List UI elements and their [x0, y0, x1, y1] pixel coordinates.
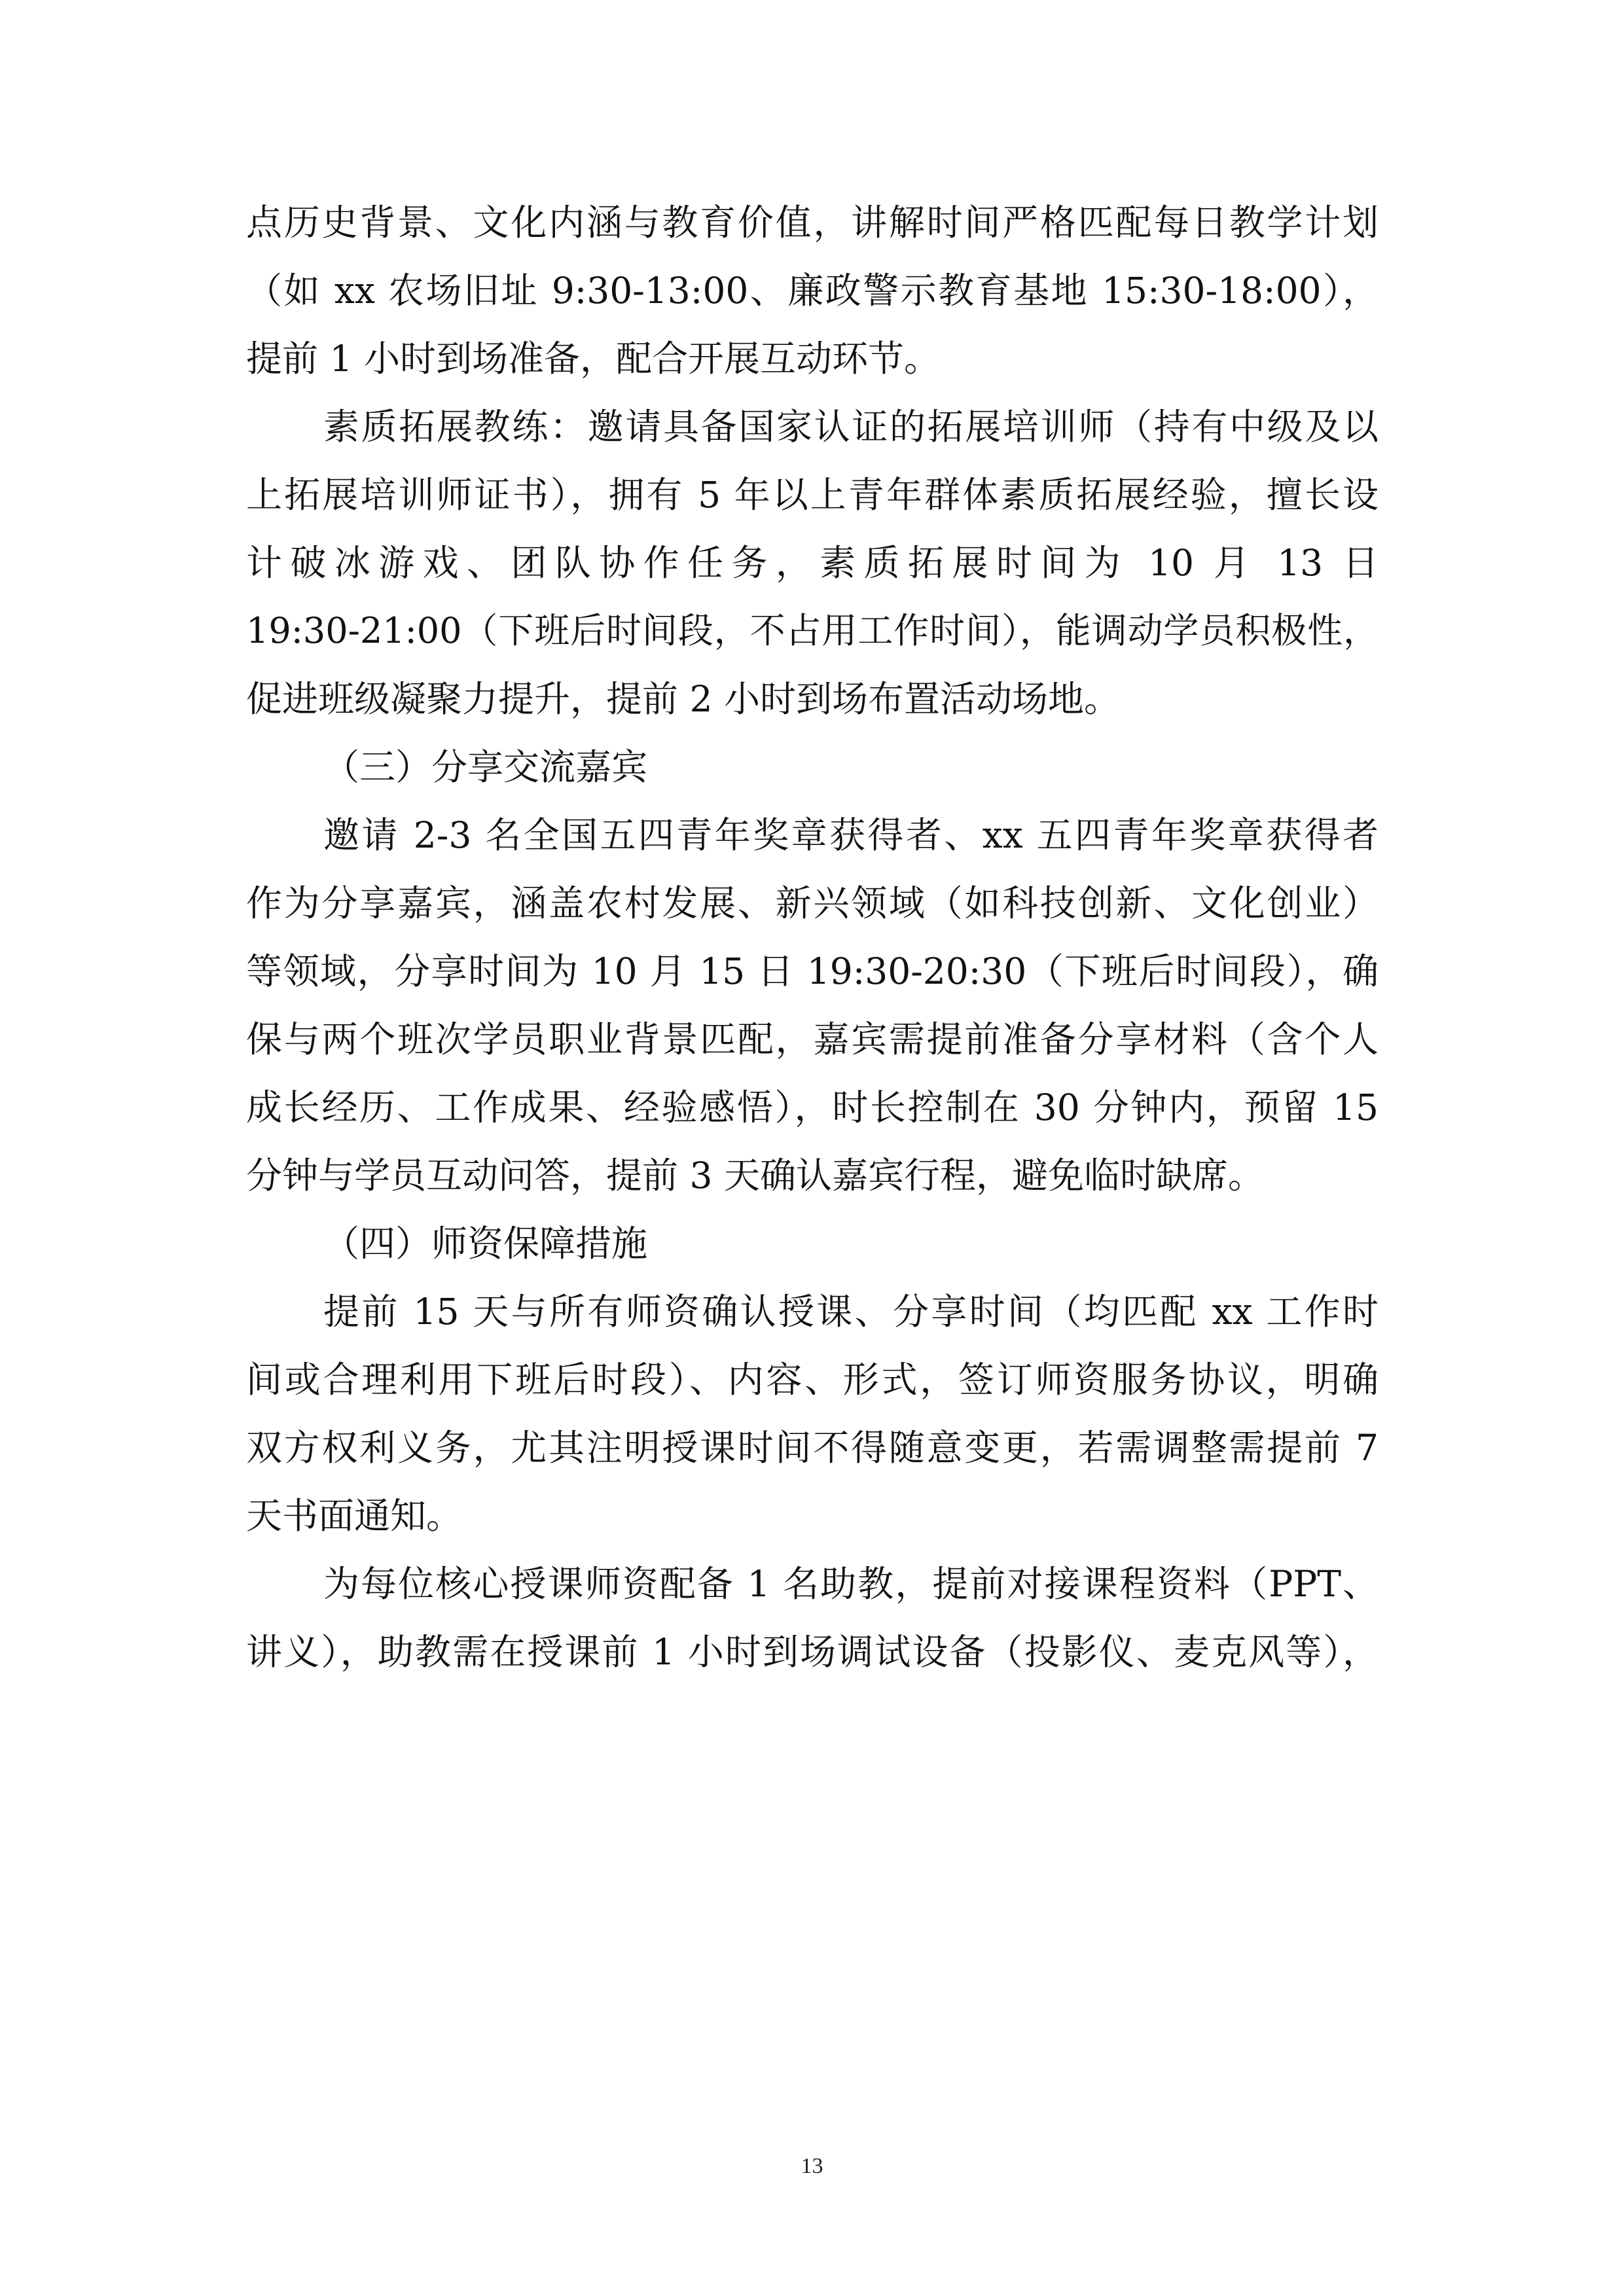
- text-line: 成长经历、工作成果、经验感悟），时长控制在 30 分钟内，预留 15: [246, 1086, 1379, 1128]
- paragraph-first-line: 素质拓展教练：邀请具备国家认证的拓展培训师（持有中级及以: [323, 406, 1379, 448]
- page-number: 13: [801, 2154, 823, 2178]
- text-line: 分钟与学员互动问答，提前 3 天确认嘉宾行程，避免临时缺席。: [246, 1155, 1264, 1196]
- paragraph-first-line: 提前 15 天与所有师资确认授课、分享时间（均匹配 xx 工作时: [323, 1291, 1379, 1333]
- text-line: 等领域，分享时间为 10 月 15 日 19:30-20:30（下班后时间段），确: [246, 950, 1379, 992]
- text-line: 点历史背景、文化内涵与教育价值，讲解时间严格匹配每日教学计划: [246, 202, 1379, 243]
- text-line: 间或合理利用下班后时段）、内容、形式，签订师资服务协议，明确: [246, 1359, 1379, 1401]
- text-line: 双方权利义务，尤其注明授课时间不得随意变更，若需调整需提前 7: [246, 1427, 1379, 1469]
- text-line: （如 xx 农场旧址 9:30-13:00、廉政警示教育基地 15:30-18:00），: [246, 270, 1379, 312]
- paragraph-first-line: 为每位核心授课师资配备 1 名助教，提前对接课程资料（PPT、: [323, 1563, 1379, 1605]
- text-line: 保与两个班次学员职业背景匹配，嘉宾需提前准备分享材料（含个人: [246, 1018, 1379, 1060]
- text-line: 上拓展培训师证书），拥有 5 年以上青年群体素质拓展经验，擅长设: [246, 474, 1379, 516]
- text-line: 提前 1 小时到场准备，配合开展互动环节。: [246, 338, 940, 380]
- section-heading: （三）分享交流嘉宾: [323, 746, 648, 788]
- text-line: 促进班级凝聚力提升，提前 2 小时到场布置活动场地。: [246, 678, 1120, 720]
- text-line: 19:30-21:00（下班后时间段，不占用工作时间），能调动学员积极性，: [246, 610, 1379, 651]
- paragraph-first-line: 邀请 2-3 名全国五四青年奖章获得者、xx 五四青年奖章获得者: [323, 814, 1379, 856]
- section-heading: （四）师资保障措施: [323, 1223, 648, 1265]
- text-line: 天书面通知。: [246, 1495, 463, 1537]
- text-line: 讲义），助教需在授课前 1 小时到场调试设备（投影仪、麦克风等），: [246, 1631, 1379, 1673]
- text-line: 作为分享嘉宾，涵盖农村发展、新兴领域（如科技创新、文化创业）: [246, 882, 1379, 924]
- text-line: 计破冰游戏、团队协作任务，素质拓展时间为 10 月 13 日: [246, 542, 1379, 584]
